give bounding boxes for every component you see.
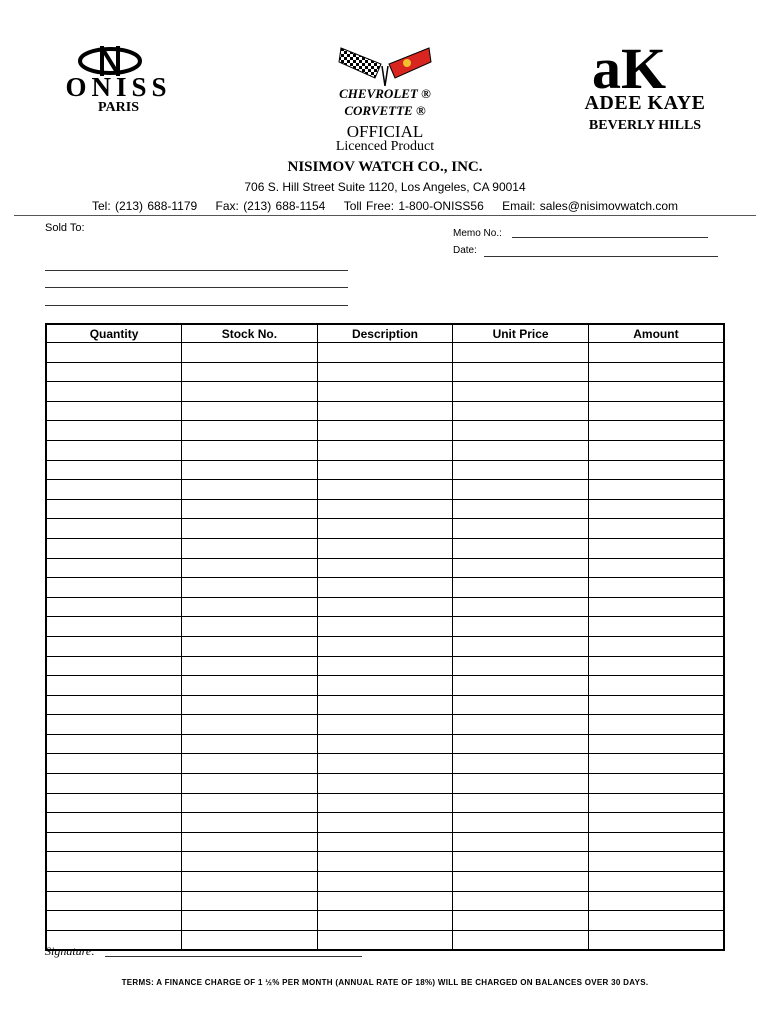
table-cell[interactable]	[317, 362, 453, 382]
table-row	[46, 538, 724, 558]
table-cell[interactable]	[588, 440, 724, 460]
table-cell[interactable]	[182, 734, 318, 754]
table-cell[interactable]	[46, 382, 182, 402]
terms-text: TERMS: A FINANCE CHARGE OF 1 ½% PER MONTH (ANNUAL RATE OF 18%) WILL BE CHARGED ON BALANCES OVER 30 DAYS.	[121, 978, 649, 987]
memo-field[interactable]	[512, 237, 708, 238]
table-cell[interactable]	[453, 617, 589, 637]
table-row	[46, 519, 724, 539]
table-cell[interactable]	[317, 578, 453, 598]
table-row	[46, 480, 724, 500]
column-header-unit-price: Unit Price	[453, 324, 589, 343]
table-cell[interactable]	[317, 754, 453, 774]
table-cell[interactable]	[588, 460, 724, 480]
svg-text:aK: aK	[592, 42, 667, 94]
corvette-flags-icon	[335, 42, 435, 86]
table-cell[interactable]	[588, 676, 724, 696]
table-cell[interactable]	[46, 617, 182, 637]
table-cell[interactable]	[182, 597, 318, 617]
table-cell[interactable]	[588, 421, 724, 441]
table-cell[interactable]	[46, 872, 182, 892]
table-cell[interactable]	[453, 832, 589, 852]
table-row	[46, 578, 724, 598]
table-cell[interactable]	[453, 401, 589, 421]
table-cell[interactable]	[588, 715, 724, 735]
table-cell[interactable]	[588, 930, 724, 950]
table-cell[interactable]	[46, 656, 182, 676]
table-cell[interactable]	[46, 343, 182, 363]
table-cell[interactable]	[453, 362, 589, 382]
table-row	[46, 813, 724, 833]
table-cell[interactable]	[317, 891, 453, 911]
table-cell[interactable]	[453, 460, 589, 480]
table-cell[interactable]	[182, 440, 318, 460]
table-row	[46, 656, 724, 676]
table-cell[interactable]	[453, 695, 589, 715]
table-cell[interactable]	[46, 578, 182, 598]
table-cell[interactable]	[46, 813, 182, 833]
column-header-description: Description	[317, 324, 453, 343]
table-row	[46, 715, 724, 735]
table-row	[46, 832, 724, 852]
table-cell[interactable]	[317, 558, 453, 578]
table-cell[interactable]	[317, 734, 453, 754]
table-cell[interactable]	[317, 480, 453, 500]
table-cell[interactable]	[46, 597, 182, 617]
items-table	[45, 323, 725, 951]
table-cell[interactable]	[588, 362, 724, 382]
table-cell[interactable]	[182, 382, 318, 402]
table-row	[46, 930, 724, 950]
table-cell[interactable]	[588, 774, 724, 794]
table-cell[interactable]	[317, 401, 453, 421]
table-row	[46, 460, 724, 480]
table-cell[interactable]	[182, 538, 318, 558]
table-cell[interactable]	[453, 519, 589, 539]
table-cell[interactable]	[453, 597, 589, 617]
toll-free-text: Toll Free: 1-800-ONISS56	[343, 199, 484, 213]
table-cell[interactable]	[453, 343, 589, 363]
table-cell[interactable]	[588, 656, 724, 676]
table-cell[interactable]	[453, 440, 589, 460]
table-cell[interactable]	[46, 558, 182, 578]
table-cell[interactable]	[317, 343, 453, 363]
table-cell[interactable]	[46, 440, 182, 460]
table-cell[interactable]	[46, 401, 182, 421]
table-cell[interactable]	[453, 578, 589, 598]
table-cell[interactable]	[317, 872, 453, 892]
table-cell[interactable]	[317, 774, 453, 794]
company-name: NISIMOV WATCH CO., INC.	[287, 159, 483, 175]
table-cell[interactable]	[182, 832, 318, 852]
table-row	[46, 695, 724, 715]
table-cell[interactable]	[46, 421, 182, 441]
table-cell[interactable]	[317, 636, 453, 656]
sold-to-label: Sold To:	[45, 222, 85, 234]
date-label: Date:	[453, 245, 477, 256]
table-cell[interactable]	[182, 891, 318, 911]
table-cell[interactable]	[588, 636, 724, 656]
table-cell[interactable]	[317, 597, 453, 617]
table-cell[interactable]	[317, 460, 453, 480]
oniss-logo-text: ONISS	[65, 72, 172, 102]
table-cell[interactable]	[182, 852, 318, 872]
table-cell[interactable]	[588, 911, 724, 931]
table-cell[interactable]	[453, 480, 589, 500]
table-cell[interactable]	[46, 891, 182, 911]
table-cell[interactable]	[317, 852, 453, 872]
table-cell[interactable]	[453, 715, 589, 735]
table-row	[46, 676, 724, 696]
email-text: Email: sales@nisimovwatch.com	[502, 199, 679, 213]
header-divider	[14, 215, 756, 216]
table-cell[interactable]	[182, 715, 318, 735]
table-cell[interactable]	[46, 480, 182, 500]
table-cell[interactable]	[453, 636, 589, 656]
table-header-row	[46, 324, 724, 343]
chevrolet-text: CHEVROLET ®	[339, 86, 431, 101]
table-cell[interactable]	[46, 636, 182, 656]
table-cell[interactable]	[182, 695, 318, 715]
table-row	[46, 499, 724, 519]
table-cell[interactable]	[46, 852, 182, 872]
phone-text: Tel: (213) 688-1179	[91, 199, 198, 213]
table-cell[interactable]	[317, 813, 453, 833]
table-cell[interactable]	[46, 715, 182, 735]
table-cell[interactable]	[182, 460, 318, 480]
fax-text: Fax: (213) 688-1154	[215, 199, 326, 213]
table-cell[interactable]	[588, 499, 724, 519]
table-cell[interactable]	[182, 578, 318, 598]
contact-row	[0, 199, 770, 213]
table-cell[interactable]	[588, 519, 724, 539]
table-cell[interactable]	[182, 499, 318, 519]
table-cell[interactable]	[182, 519, 318, 539]
table-cell[interactable]	[317, 695, 453, 715]
table-cell[interactable]	[588, 852, 724, 872]
table-cell[interactable]	[46, 832, 182, 852]
table-cell[interactable]	[317, 440, 453, 460]
table-cell[interactable]	[182, 617, 318, 637]
table-cell[interactable]	[588, 382, 724, 402]
table-cell[interactable]	[317, 930, 453, 950]
table-cell[interactable]	[182, 362, 318, 382]
table-row	[46, 754, 724, 774]
table-row	[46, 872, 724, 892]
table-cell[interactable]	[182, 676, 318, 696]
table-row	[46, 793, 724, 813]
table-row	[46, 362, 724, 382]
table-cell[interactable]	[46, 911, 182, 931]
table-cell[interactable]	[182, 754, 318, 774]
table-cell[interactable]	[46, 460, 182, 480]
column-header-quantity: Quantity	[46, 324, 182, 343]
table-cell[interactable]	[588, 401, 724, 421]
table-row	[46, 343, 724, 363]
table-cell[interactable]	[182, 656, 318, 676]
table-cell[interactable]	[588, 793, 724, 813]
table-cell[interactable]	[453, 499, 589, 519]
table-cell[interactable]	[588, 754, 724, 774]
table-cell[interactable]	[46, 676, 182, 696]
date-field[interactable]	[484, 256, 718, 257]
table-cell[interactable]	[46, 499, 182, 519]
table-cell[interactable]	[317, 421, 453, 441]
table-cell[interactable]	[182, 636, 318, 656]
table-cell[interactable]	[453, 754, 589, 774]
table-cell[interactable]	[317, 676, 453, 696]
table-cell[interactable]	[453, 813, 589, 833]
sold-to-line-3[interactable]	[45, 305, 348, 306]
table-cell[interactable]	[453, 538, 589, 558]
table-cell[interactable]	[317, 519, 453, 539]
table-cell[interactable]	[453, 382, 589, 402]
table-cell[interactable]	[453, 891, 589, 911]
column-header-amount: Amount	[588, 324, 724, 343]
table-row	[46, 597, 724, 617]
table-cell[interactable]	[588, 813, 724, 833]
table-row	[46, 421, 724, 441]
table-row	[46, 558, 724, 578]
signature-label: Signature:	[45, 944, 96, 958]
table-cell[interactable]	[182, 911, 318, 931]
table-cell[interactable]	[453, 774, 589, 794]
table-cell[interactable]	[317, 382, 453, 402]
table-cell[interactable]	[453, 793, 589, 813]
table-cell[interactable]	[182, 793, 318, 813]
table-cell[interactable]	[453, 872, 589, 892]
table-cell[interactable]	[453, 930, 589, 950]
adee-kaye-logo-mark	[590, 42, 700, 94]
table-cell[interactable]	[46, 695, 182, 715]
table-cell[interactable]	[46, 774, 182, 794]
table-row	[46, 774, 724, 794]
company-address: 706 S. Hill Street Suite 1120, Los Angeles, CA 90014	[244, 180, 526, 194]
table-cell[interactable]	[317, 832, 453, 852]
table-row	[46, 382, 724, 402]
table-cell[interactable]	[453, 852, 589, 872]
table-cell[interactable]	[46, 519, 182, 539]
table-cell[interactable]	[182, 813, 318, 833]
table-cell[interactable]	[453, 911, 589, 931]
table-cell[interactable]	[453, 558, 589, 578]
table-cell[interactable]	[317, 617, 453, 637]
table-cell[interactable]	[46, 734, 182, 754]
table-cell[interactable]	[182, 930, 318, 950]
table-cell[interactable]	[317, 911, 453, 931]
licenced-product-text: Licenced Product	[335, 139, 435, 154]
oniss-logo-city: PARIS	[98, 100, 139, 115]
table-cell[interactable]	[317, 538, 453, 558]
table-cell[interactable]	[317, 793, 453, 813]
table-row	[46, 891, 724, 911]
table-cell[interactable]	[46, 754, 182, 774]
sold-to-line-1[interactable]	[45, 270, 348, 271]
table-cell[interactable]	[46, 362, 182, 382]
table-cell[interactable]	[588, 891, 724, 911]
corvette-text: CORVETTE ®	[344, 103, 426, 118]
table-row	[46, 617, 724, 637]
table-cell[interactable]	[588, 832, 724, 852]
table-row	[46, 911, 724, 931]
adee-kaye-text: ADEE KAYE	[584, 92, 706, 114]
table-cell[interactable]	[588, 558, 724, 578]
table-cell[interactable]	[588, 617, 724, 637]
signature-field[interactable]	[105, 956, 362, 957]
official-text: OFFICIAL	[346, 122, 424, 141]
table-row	[46, 852, 724, 872]
table-cell[interactable]	[46, 793, 182, 813]
table-row	[46, 734, 724, 754]
table-cell[interactable]	[588, 695, 724, 715]
sold-to-line-2[interactable]	[45, 287, 348, 288]
table-cell[interactable]	[182, 558, 318, 578]
table-row	[46, 440, 724, 460]
table-cell[interactable]	[453, 421, 589, 441]
table-cell[interactable]	[588, 538, 724, 558]
table-cell[interactable]	[317, 499, 453, 519]
table-cell[interactable]	[182, 421, 318, 441]
table-cell[interactable]	[317, 715, 453, 735]
table-row	[46, 401, 724, 421]
table-cell[interactable]	[46, 538, 182, 558]
table-cell[interactable]	[453, 734, 589, 754]
table-cell[interactable]	[588, 597, 724, 617]
memo-label: Memo No.:	[453, 228, 502, 239]
table-cell[interactable]	[453, 676, 589, 696]
table-cell[interactable]	[182, 774, 318, 794]
table-cell[interactable]	[182, 872, 318, 892]
table-cell[interactable]	[317, 656, 453, 676]
table-cell[interactable]	[453, 656, 589, 676]
table-cell[interactable]	[588, 578, 724, 598]
table-cell[interactable]	[182, 401, 318, 421]
adee-kaye-city: BEVERLY HILLS	[588, 118, 702, 133]
table-cell[interactable]	[588, 734, 724, 754]
column-header-stock-no: Stock No.	[182, 324, 318, 343]
table-cell[interactable]	[588, 480, 724, 500]
table-cell[interactable]	[182, 343, 318, 363]
table-cell[interactable]	[588, 872, 724, 892]
table-cell[interactable]	[182, 480, 318, 500]
table-cell[interactable]	[588, 343, 724, 363]
table-row	[46, 636, 724, 656]
